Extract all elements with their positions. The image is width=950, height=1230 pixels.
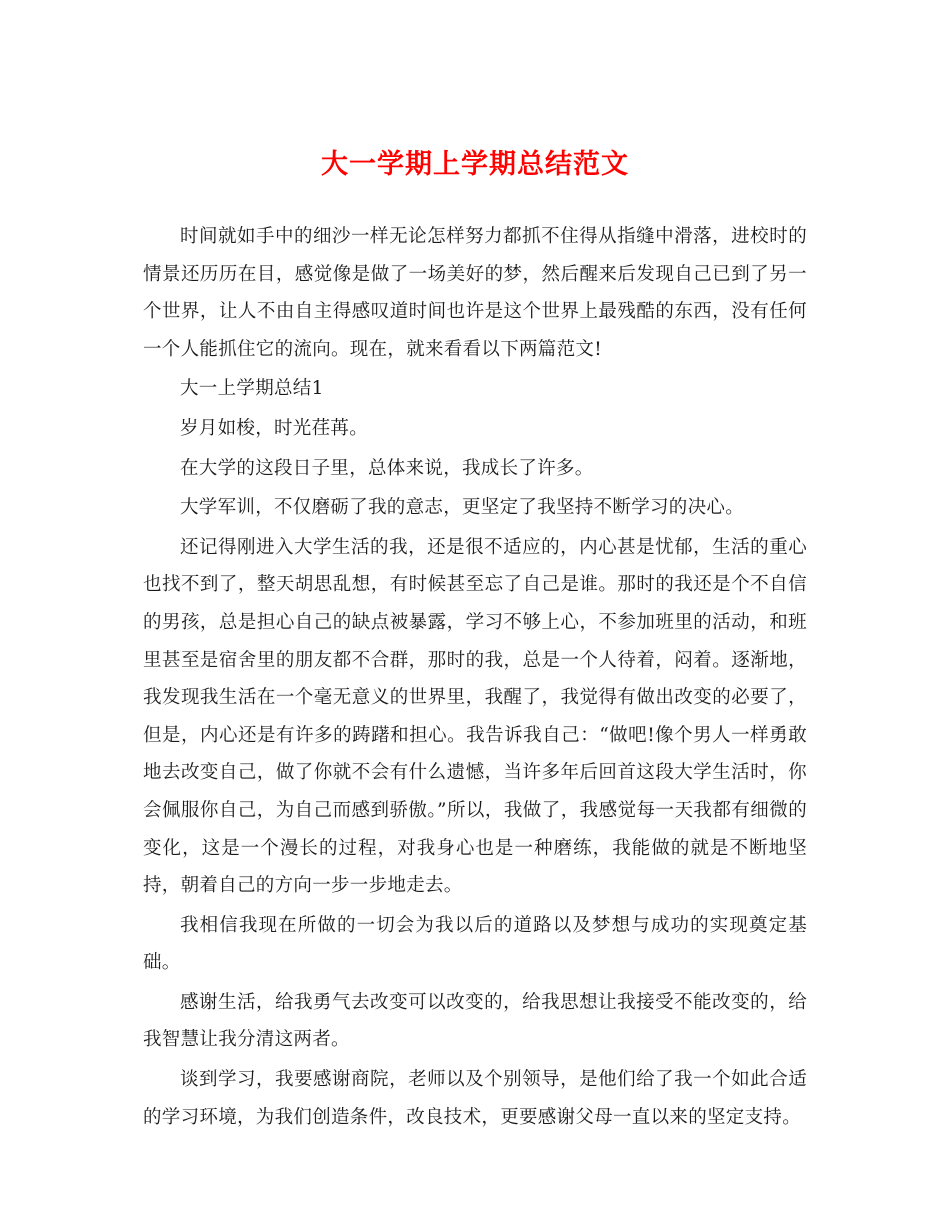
paragraph: 还记得刚进入大学生活的我，还是很不适应的，内心甚是忧郁，生活的重心也找不到了，整天胡思乱想，有时候甚至忘了自己是谁。那时的我还是个不自信的男孩，总是担心自己的缺点被暴露，学习不够上心，不参加班里的活动，和班里甚至是宿舍里的朋友都不合群，那时的我，总是一个人待着，闷着。逐渐地，我发现我生活在一个毫无意义的世界里，我醒了，我觉得有做出改变的必要了，但是，内心还是有许多的踌躇和担心。我告诉我自己：“做吧!像个男人一样勇敢地去改变自己，做了你就不会有什么遗憾，当许多年后回首这段大学生活时，你会佩服你自己，为自己而感到骄傲。”所以，我做了，我感觉每一天我都有细微的变化，这是一个漫长的过程，对我身心也是一种磨练，我能做的就是不断地坚持，朝着自己的方向一步一步地走去。 xyxy=(143,536,807,897)
paragraph: 谈到学习，我要感谢商院，老师以及个别领导，是他们给了我一个如此合适的学习环境，为我们创造条件，改良技术，更要感谢父母一直以来的坚定支持。 xyxy=(143,1069,807,1128)
paragraph: 在大学的这段日子里，总体来说，我成长了许多。 xyxy=(180,457,594,479)
paragraph: 感谢生活，给我勇气去改变可以改变的，给我思想让我接受不能改变的，给我智慧让我分清这两者。 xyxy=(143,991,807,1051)
paragraph: 我相信我现在所做的一切会为我以后的道路以及梦想与成功的实现奠定基础。 xyxy=(143,914,807,974)
section-heading: 大一上学期总结1 xyxy=(180,378,324,400)
paragraph: 大学军训，不仅磨砺了我的意志，更坚定了我坚持不断学习的决心。 xyxy=(180,497,745,519)
document-body xyxy=(143,218,807,1138)
document-title: 大一学期上学期总结范文 xyxy=(321,149,629,180)
paragraph: 岁月如梭，时光荏苒。 xyxy=(180,417,369,439)
paragraph-intro: 时间就如手中的细沙一样无论怎样努力都抓不住得从指缝中滑落，进校时的情景还历历在目，感觉像是做了一场美好的梦，然后醒来后发现自己已到了另一个世界，让人不由自主得感叹道时间也许是这个世界上最残酷的东西，没有任何一个人能抓住它的流向。现在，就来看看以下两篇范文! xyxy=(143,226,807,360)
